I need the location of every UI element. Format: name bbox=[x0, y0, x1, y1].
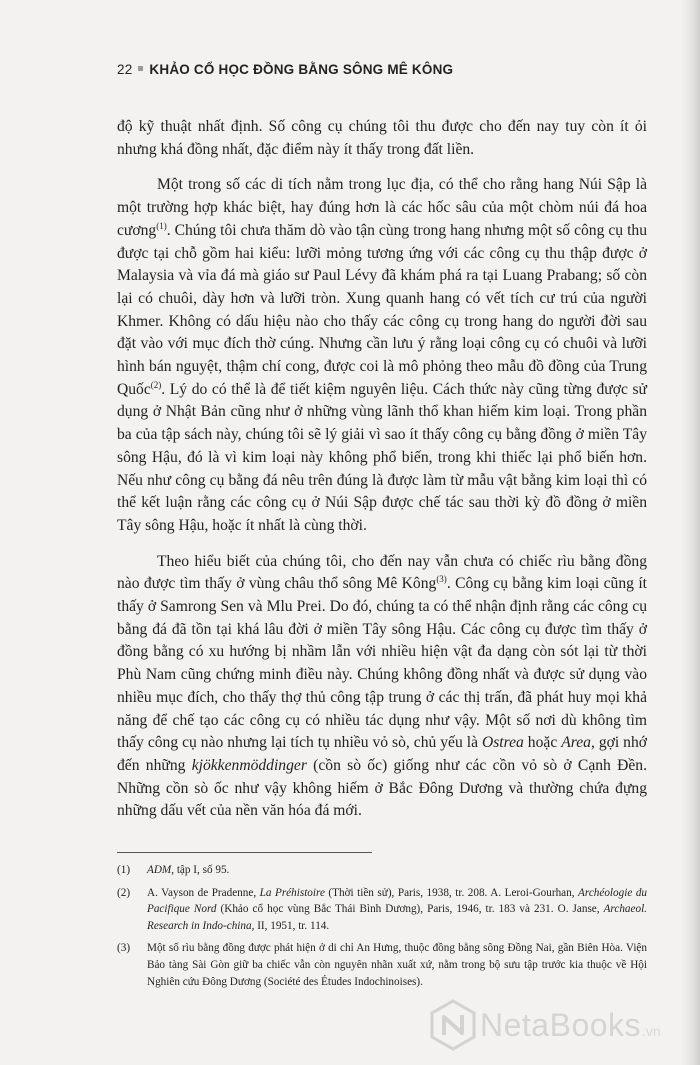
watermark bbox=[430, 995, 695, 1055]
footnote-1-text bbox=[147, 862, 647, 879]
footnote-2-number: (2) bbox=[117, 886, 131, 899]
paragraph-3-text-d: , gợi nhớ đến những bbox=[117, 734, 648, 774]
italic-term-kjokkenmoddinger: kjökkenmöddinger bbox=[191, 756, 307, 774]
netabooks-logo-icon bbox=[430, 999, 476, 1051]
footnote-2-italic-b: La Préhistoire bbox=[259, 886, 325, 899]
footnote-3-text: Một số rìu bằng đồng được phát hiện ở di chỉ An Hưng, thuộc đồng bằng sông Đồng Nai, gần Biên Hòa. Viện Bảo tàng Sài Gòn giữ ba chiếc vẫn còn nguyên nhãn xuất xứ, nằm trong bộ sưu tập trước kia thuộc về Hội Nghiên cứu Đông Dương (Société des Études Indochinoises). bbox=[147, 942, 647, 988]
paragraph-3-text-e: (cồn sò ốc) giống như các cồn vỏ sò ở Cạnh Đền. Những cồn sò ốc như vậy không hiếm ở Bắc Đông Dương và thường chứa đựng những dấu vết của nền văn hóa đá mới. bbox=[117, 756, 647, 820]
footnote-2-italic-d: Archéologie du Pacifique Nord bbox=[147, 886, 648, 916]
paragraph-3-text-a: Theo hiểu biết của chúng tôi, cho đến nay vẫn chưa có chiếc rìu bằng đồng nào được tìm thấy ở vùng châu thổ sông Mê Kông bbox=[117, 552, 647, 593]
footnote-ref-3[interactable]: (3) bbox=[436, 574, 447, 585]
footnote-2-part-c: (Thời tiền sử), Paris, 1938, tr. 208. A. Leroi-Gourhan, bbox=[324, 886, 579, 899]
footnote-1-rest: , tập I, số 95. bbox=[171, 864, 230, 876]
footnote-3-number: (3) bbox=[117, 942, 131, 955]
body-text bbox=[117, 116, 647, 823]
paragraph-2 bbox=[117, 174, 647, 537]
footnotes bbox=[117, 862, 647, 996]
footnote-2-part-e: (Khảo cổ học vùng Bắc Thái Bình Dương), Paris, 1946, tr. 183 và 231. O. Janse, bbox=[216, 903, 604, 916]
page-number: 22 bbox=[117, 62, 133, 77]
footnote-1-italic: ADM bbox=[147, 864, 172, 876]
italic-term-ostrea: Ostrea bbox=[481, 734, 524, 752]
footnote-1 bbox=[117, 862, 647, 879]
paragraph-1-text: độ kỹ thuật nhất định. Số công cụ chúng tôi thu được cho đến nay tuy còn ít ỏi nhưng khá đồng nhất, đặc điểm này ít thấy trong đất liền. bbox=[117, 118, 647, 158]
watermark-text: NetaBooks bbox=[480, 1006, 642, 1043]
paragraph-2-text-a: Một trong số các di tích nằm trong lục địa, có thể cho rằng hang Núi Sập là một trường hợp khác biệt, hay đúng hơn là các hốc sâu của một chòm núi đá hoa cương bbox=[117, 176, 647, 239]
paragraph-1 bbox=[117, 116, 647, 161]
footnote-1-number: (1) bbox=[117, 864, 131, 876]
running-header bbox=[117, 62, 677, 77]
italic-term-area: Area bbox=[561, 734, 591, 752]
footnote-ref-1[interactable]: (1) bbox=[156, 220, 167, 231]
footnote-2-text bbox=[147, 885, 647, 935]
paragraph-3 bbox=[117, 551, 647, 823]
footnote-2-part-g: , II, 1951, tr. 114. bbox=[251, 919, 330, 932]
footnote-2-italic-f: Archaeol. Research in Indo-china bbox=[147, 903, 647, 932]
page-spine-shadow bbox=[680, 0, 700, 1065]
paragraph-2-text-c: . Lý do có thể là để tiết kiệm nguyên liệu. Cách thức này cũng từng được sử dụng ở Nhật Bản cũng như ở những vùng lãnh thổ khan hiếm kim loại. Trong phần ba của tập sách này, chúng tôi sẽ lý giải vì sao ít thấy công cụ bằng đồng ở miền Tây sông Hậu, đó là vì kim loại này không phổ biến, trong khi thiếc lại phổ biến hơn. Nếu như công cụ bằng đá nêu trên đúng là được làm từ mẫu vật bằng kim loại thì có thể kết luận rằng các công cụ ở Núi Sập được chế tác sau thời kỳ đồ đồng ở miền Tây sông Hậu, hoặc ít nhất là cùng thời. bbox=[117, 380, 647, 534]
footnote-3 bbox=[117, 940, 647, 990]
paragraph-2-text-b: . Chúng tôi chưa thăm dò vào tận cùng trong hang nhưng một số công cụ thu được tại chỗ gồm hai kiểu: lưỡi mỏng tương ứng với các công cụ thu thập được ở Malaysia và vỉa đá mà giáo sư Paul Lévy đã khám phá ra tại Luang Prabang; số còn lại có chuôi, dày hơn và lưỡi tròn. Xung quanh hang có vết tích cư trú của người Khmer. Không có dấu hiệu nào cho thấy các công cụ trong hang do người đời sau đặt vào với mục đích thờ cúng. Nhưng cần lưu ý rằng loại công cụ có chuôi và lưỡi hình bán nguyệt, thậm chí cong, được coi là mô phỏng theo mẫu đồ đồng của Trung Quốc bbox=[117, 221, 647, 398]
paragraph-3-text-b: . Công cụ bằng kim loại cũng ít thấy ở Samrong Sen và Mlu Prei. Do đó, chúng ta có thể nhận định rằng các công cụ bằng đá đã tồn tại khá lâu đời ở miền Tây sông Hậu. Các công cụ được tìm thấy ở đồng bằng có xu hướng bị nhầm lẫn với nhiều hiện vật đa dạng còn sót lại từ thời Phù Nam cũng chứng minh điều này. Chúng không đồng nhất và được sử dụng vào nhiều mục đích, cho thấy thợ thủ công tập trung ở các thị trấn, đã phát huy mọi khả năng để chế tạo các công cụ có nhiều tác dụng như vậy. Một số nơi dù không tìm thấy công cụ nào nhưng lại tích tụ nhiều vỏ sò, chủ yếu là bbox=[117, 575, 647, 752]
header-title: KHẢO CỔ HỌC ĐỒNG BẰNG SÔNG MÊ KÔNG bbox=[149, 62, 454, 77]
footnote-rule bbox=[117, 852, 372, 853]
footnote-2-part-a: A. Vayson de Pradenne, bbox=[147, 886, 260, 899]
watermark-suffix: .vn bbox=[642, 1023, 661, 1039]
footnote-ref-2[interactable]: (2) bbox=[150, 379, 162, 390]
footnote-2 bbox=[117, 885, 647, 935]
header-separator bbox=[138, 66, 143, 71]
paragraph-3-text-c: hoặc bbox=[523, 734, 562, 752]
